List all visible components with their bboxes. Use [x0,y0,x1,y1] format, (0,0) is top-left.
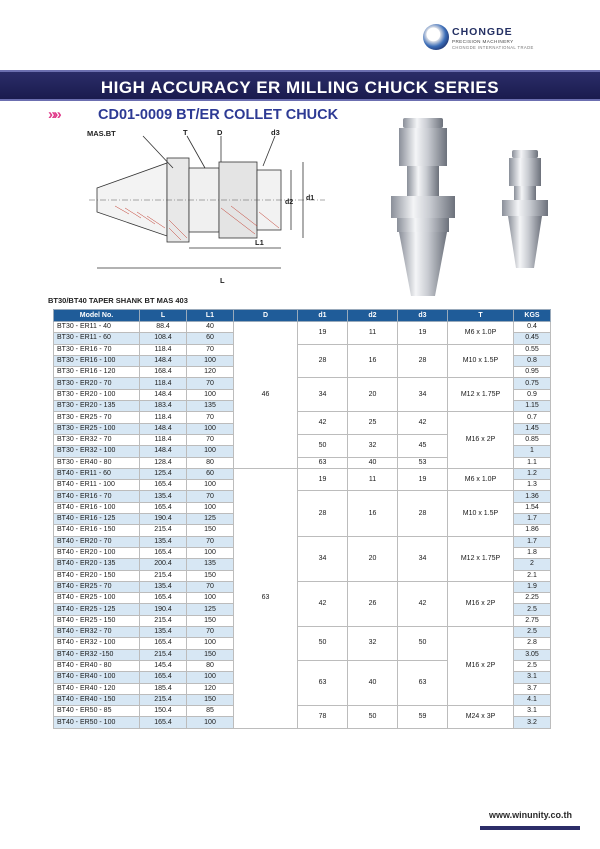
cell-l1: 100 [187,717,234,728]
cell-d3: 28 [398,491,448,536]
cell-kgs: 1.15 [514,401,551,412]
cell-kgs: 3.7 [514,683,551,694]
cell-d1: 42 [298,581,348,626]
cell-thread: M10 x 1.5P [448,491,514,536]
cell-kgs: 1.54 [514,502,551,513]
table-row [54,706,551,717]
cell-l1: 125 [187,514,234,525]
cell-model: BT40 - ER40 - 80 [54,660,140,671]
cell-thread: M6 x 1.0P [448,468,514,491]
cell-kgs: 1 [514,446,551,457]
cell-thread: M6 x 1.0P [448,322,514,345]
cell-l1: 70 [187,581,234,592]
table-row [54,378,551,389]
cell-l: 215.4 [140,694,187,705]
cell-model: BT30 - ER16 - 100 [54,355,140,366]
cell-l1: 80 [187,457,234,468]
table-row [54,468,551,479]
cell-model: BT40 - ER16 - 70 [54,491,140,502]
spec-table-body [54,322,551,729]
cell-d1: 28 [298,344,348,378]
cell-kgs: 2.1 [514,570,551,581]
cell-l1: 125 [187,604,234,615]
cell-d3: 19 [398,322,448,345]
cell-l1: 100 [187,423,234,434]
cell-l1: 80 [187,660,234,671]
header-l1: L1 [187,310,234,322]
cell-l: 135.4 [140,581,187,592]
cell-thread: M12 x 1.75P [448,536,514,581]
label-l1: L1 [255,238,264,247]
header-d2: d2 [348,310,398,322]
cell-d1: 63 [298,457,348,468]
cell-d2: 20 [348,378,398,412]
cell-d3: 53 [398,457,448,468]
cell-kgs: 2.8 [514,638,551,649]
cell-l: 148.4 [140,355,187,366]
cell-l1: 150 [187,615,234,626]
cell-l: 215.4 [140,615,187,626]
cell-l1: 70 [187,627,234,638]
cell-model: BT30 - ER20 - 100 [54,389,140,400]
cell-model: BT40 - ER40 - 150 [54,694,140,705]
cell-kgs: 0.8 [514,355,551,366]
cell-model: BT40 - ER32 - 70 [54,627,140,638]
table-row [54,536,551,547]
cell-l: 135.4 [140,536,187,547]
cell-l: 165.4 [140,593,187,604]
cell-d1: 28 [298,491,348,536]
cell-kgs: 0.7 [514,412,551,423]
cell-d2: 20 [348,536,398,581]
cell-model: BT30 - ER16 - 70 [54,344,140,355]
cell-l: 148.4 [140,423,187,434]
cell-l: 215.4 [140,525,187,536]
cell-l1: 70 [187,378,234,389]
collet-chuck-photo-large [375,118,470,298]
cell-d3: 45 [398,434,448,457]
cell-l: 190.4 [140,514,187,525]
table-row [54,412,551,423]
table-row [54,491,551,502]
cell-kgs: 1.1 [514,457,551,468]
cell-d1: 78 [298,706,348,729]
cell-kgs: 1.9 [514,581,551,592]
cell-l: 118.4 [140,434,187,445]
cell-d2: 32 [348,627,398,661]
cell-kgs: 2.5 [514,660,551,671]
cell-l1: 150 [187,525,234,536]
cell-kgs: 1.86 [514,525,551,536]
cell-d1: 34 [298,536,348,581]
cell-d: 63 [234,468,298,728]
cell-d2: 11 [348,468,398,491]
cell-kgs: 3.2 [514,717,551,728]
logo-tagline: PRECISION MACHINERY [452,39,514,44]
double-arrow-icon: »» [48,106,59,123]
cell-l: 165.4 [140,502,187,513]
cell-l: 165.4 [140,638,187,649]
cell-model: BT30 - ER32 - 70 [54,434,140,445]
cell-model: BT40 - ER40 - 120 [54,683,140,694]
cell-l1: 135 [187,401,234,412]
cell-l1: 100 [187,480,234,491]
cell-thread: M16 x 2P [448,581,514,626]
cell-kgs: 2 [514,559,551,570]
cell-l: 118.4 [140,378,187,389]
cell-l: 148.4 [140,389,187,400]
cell-model: BT30 - ER25 - 70 [54,412,140,423]
cell-l: 145.4 [140,660,187,671]
cell-kgs: 2.75 [514,615,551,626]
cell-model: BT30 - ER40 - 80 [54,457,140,468]
cell-model: BT40 - ER25 - 100 [54,593,140,604]
table-row [54,627,551,638]
cell-d2: 26 [348,581,398,626]
cell-l1: 120 [187,367,234,378]
cell-l1: 100 [187,547,234,558]
cell-model: BT40 - ER32 -150 [54,649,140,660]
cell-kgs: 0.95 [514,367,551,378]
cell-l1: 100 [187,446,234,457]
cell-d3: 59 [398,706,448,729]
cell-model: BT30 - ER25 - 100 [54,423,140,434]
cell-thread: M12 x 1.75P [448,378,514,412]
header-d1: d1 [298,310,348,322]
cell-l: 190.4 [140,604,187,615]
cell-kgs: 1.2 [514,468,551,479]
cell-d3: 34 [398,378,448,412]
cell-l: 200.4 [140,559,187,570]
cell-l1: 70 [187,412,234,423]
collet-chuck-photo-small [494,150,556,270]
cell-d1: 19 [298,322,348,345]
cell-thread: M10 x 1.5P [448,344,514,378]
cell-d1: 19 [298,468,348,491]
label-l: L [220,276,225,285]
cell-d2: 16 [348,344,398,378]
label-t: T [183,128,188,137]
cell-d2: 25 [348,412,398,435]
cell-kgs: 2.5 [514,604,551,615]
cell-model: BT30 - ER20 - 135 [54,401,140,412]
cell-l1: 150 [187,694,234,705]
cell-l: 215.4 [140,649,187,660]
cell-model: BT30 - ER16 - 120 [54,367,140,378]
header-t: T [448,310,514,322]
cell-l: 108.4 [140,333,187,344]
cell-d1: 34 [298,378,348,412]
product-title: CD01-0009 BT/ER COLLET CHUCK [98,107,339,123]
cell-kgs: 1.8 [514,547,551,558]
label-d2: d2 [285,199,294,206]
cell-model: BT30 - ER11 - 60 [54,333,140,344]
cell-d1: 42 [298,412,348,435]
cell-model: BT30 - ER11 - 40 [54,322,140,333]
cell-l: 215.4 [140,570,187,581]
cell-d3: 63 [398,660,448,705]
header-d: D [234,310,298,322]
cell-l1: 100 [187,593,234,604]
table-row [54,344,551,355]
table-row [54,581,551,592]
cell-d2: 40 [348,457,398,468]
cell-kgs: 3.1 [514,672,551,683]
cell-d1: 63 [298,660,348,705]
cell-model: BT30 - ER32 - 100 [54,446,140,457]
header-l: L [140,310,187,322]
cell-l: 150.4 [140,706,187,717]
cell-l1: 70 [187,434,234,445]
cell-kgs: 0.85 [514,434,551,445]
cell-d2: 40 [348,660,398,705]
cell-l: 125.4 [140,468,187,479]
banner-title: HIGH ACCURACY ER MILLING CHUCK SERIES [100,78,500,97]
cell-l1: 100 [187,672,234,683]
cell-kgs: 1.7 [514,514,551,525]
table-row [54,322,551,333]
logo-tagline-secondary: CHONGDE INTERNATIONAL TRADE [452,45,534,50]
cell-d1: 50 [298,434,348,457]
technical-drawing [85,128,350,296]
cell-model: BT40 - ER11 - 60 [54,468,140,479]
cell-l: 128.4 [140,457,187,468]
cell-model: BT40 - ER40 - 100 [54,672,140,683]
label-mas: MAS.BT [87,129,116,138]
cell-l1: 120 [187,683,234,694]
cell-l1: 70 [187,536,234,547]
cell-kgs: 3.05 [514,649,551,660]
cell-kgs: 1.7 [514,536,551,547]
header-kgs: KGS [514,310,551,322]
cell-l: 118.4 [140,344,187,355]
cell-l1: 70 [187,491,234,502]
cell-kgs: 1.45 [514,423,551,434]
cell-d2: 16 [348,491,398,536]
cell-kgs: 1.36 [514,491,551,502]
cell-kgs: 0.4 [514,322,551,333]
cell-d2: 32 [348,434,398,457]
spec-table [53,309,551,729]
cell-l1: 100 [187,502,234,513]
cell-l: 88.4 [140,322,187,333]
logo-mark-icon [423,24,449,50]
cell-model: BT40 - ER11 - 100 [54,480,140,491]
cell-d3: 19 [398,468,448,491]
cell-kgs: 2.25 [514,593,551,604]
cell-model: BT40 - ER20 - 70 [54,536,140,547]
cell-model: BT40 - ER20 - 150 [54,570,140,581]
label-d3: d3 [271,128,280,137]
cell-l: 165.4 [140,480,187,491]
cell-d3: 42 [398,412,448,435]
cell-d3: 28 [398,344,448,378]
cell-l: 135.4 [140,627,187,638]
cell-kgs: 4.1 [514,694,551,705]
cell-l1: 85 [187,706,234,717]
cell-model: BT40 - ER16 - 150 [54,525,140,536]
cell-model: BT40 - ER16 - 100 [54,502,140,513]
cell-model: BT40 - ER20 - 100 [54,547,140,558]
cell-model: BT40 - ER50 - 85 [54,706,140,717]
cell-d3: 42 [398,581,448,626]
cell-model: BT40 - ER20 - 135 [54,559,140,570]
cell-model: BT40 - ER50 - 100 [54,717,140,728]
cell-l1: 150 [187,570,234,581]
cell-thread: M16 x 2P [448,627,514,706]
cell-l1: 60 [187,333,234,344]
cell-l1: 40 [187,322,234,333]
label-d: D [217,128,223,137]
cell-l1: 100 [187,389,234,400]
cell-d2: 50 [348,706,398,729]
cell-l: 165.4 [140,672,187,683]
cell-d1: 50 [298,627,348,661]
cell-thread: M24 x 3P [448,706,514,729]
cell-l1: 70 [187,344,234,355]
header-model: Model No. [54,310,140,322]
cell-thread: M16 x 2P [448,412,514,468]
cell-model: BT40 - ER25 - 70 [54,581,140,592]
cell-model: BT40 - ER16 - 125 [54,514,140,525]
cell-kgs: 3.1 [514,706,551,717]
header-d3: d3 [398,310,448,322]
cell-kgs: 0.9 [514,389,551,400]
cell-l: 168.4 [140,367,187,378]
cell-l: 165.4 [140,717,187,728]
cell-model: BT40 - ER25 - 150 [54,615,140,626]
company-logo [423,24,543,66]
logo-name: CHONGDE [452,26,513,38]
cell-kgs: 1.3 [514,480,551,491]
cell-kgs: 0.75 [514,378,551,389]
cell-kgs: 0.45 [514,333,551,344]
cell-l1: 150 [187,649,234,660]
cell-l1: 100 [187,355,234,366]
label-d1: d1 [306,195,315,202]
cell-d3: 34 [398,536,448,581]
cell-d: 46 [234,322,298,469]
cell-l: 148.4 [140,446,187,457]
table-header-row [54,310,551,322]
cell-kgs: 2.5 [514,627,551,638]
cell-l1: 135 [187,559,234,570]
cell-l: 135.4 [140,491,187,502]
cell-kgs: 0.55 [514,344,551,355]
cell-d3: 50 [398,627,448,661]
website-url[interactable]: www.winunity.co.th [489,810,572,820]
cell-l: 185.4 [140,683,187,694]
cell-model: BT40 - ER25 - 125 [54,604,140,615]
cell-model: BT40 - ER32 - 100 [54,638,140,649]
cell-l1: 100 [187,638,234,649]
cell-l: 118.4 [140,412,187,423]
cell-l1: 60 [187,468,234,479]
cell-d2: 11 [348,322,398,345]
footer-bar [480,826,580,830]
cell-model: BT30 - ER20 - 70 [54,378,140,389]
cell-l: 183.4 [140,401,187,412]
cell-l: 165.4 [140,547,187,558]
series-banner [0,70,600,101]
table-caption: BT30/BT40 TAPER SHANK BT MAS 403 [48,296,188,305]
